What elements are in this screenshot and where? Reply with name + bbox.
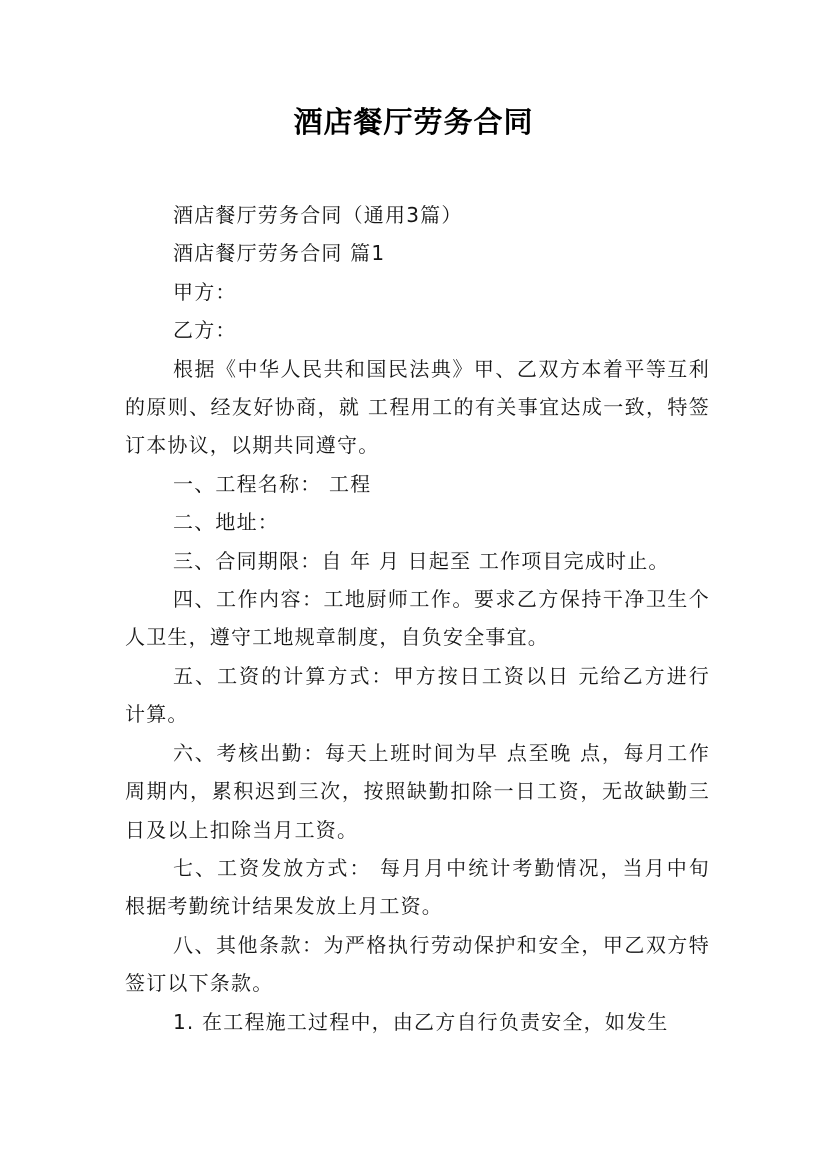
paragraph-clause-7: 七、工资发放方式： 每月月中统计考勤情况，当月中旬根据考勤统计结果发放上月工资。 (125, 855, 710, 919)
paragraph-clause-1: 一、工程名称： 工程 (173, 471, 372, 496)
paragraph-party-a: 甲方： (173, 279, 237, 304)
paragraph-clause-4: 四、工作内容：工地厨师工作。要求乙方保持干净卫生个人卫生，遵守工地规章制度，自负安全事宜。 (125, 587, 710, 650)
paragraph-preamble: 根据《中华人民共和国民法典》甲、乙双方本着平等互利的原则、经友好协商，就 工程用工的有关事宜达成一致，特签订本协议，以期共同遵守。 (125, 356, 710, 458)
paragraph-party-b: 乙方： (173, 318, 237, 343)
paragraph-heading-general: 酒店餐厅劳务合同（通用3篇） (173, 203, 463, 227)
paragraph-heading-part1: 酒店餐厅劳务合同 篇1 (173, 241, 386, 266)
paragraph-clause-5: 五、工资的计算方式：甲方按日工资以日 元给乙方进行计算。 (125, 663, 710, 727)
paragraph-clause-3: 三、合同期限：自 年 月 日起至 工作项目完成时止。 (173, 548, 670, 573)
paragraph-subclause-1: 1. 在工程施工过程中，由乙方自行负责安全，如发生 (173, 1009, 669, 1034)
paragraph-clause-6: 六、考核出勤：每天上班时间为早 点至晚 点，每月工作周期内，累积迟到三次，按照缺勤扣除一日工资，无故缺勤三日及以上扣除当月工资。 (125, 740, 710, 842)
paragraph-clause-2: 二、地址： (173, 510, 279, 535)
document-title: 酒店餐厅劳务合同 (293, 105, 534, 139)
document-body (125, 196, 710, 1041)
paragraph-clause-8: 八、其他条款：为严格执行劳动保护和安全，甲乙双方特签订以下条款。 (125, 932, 710, 996)
